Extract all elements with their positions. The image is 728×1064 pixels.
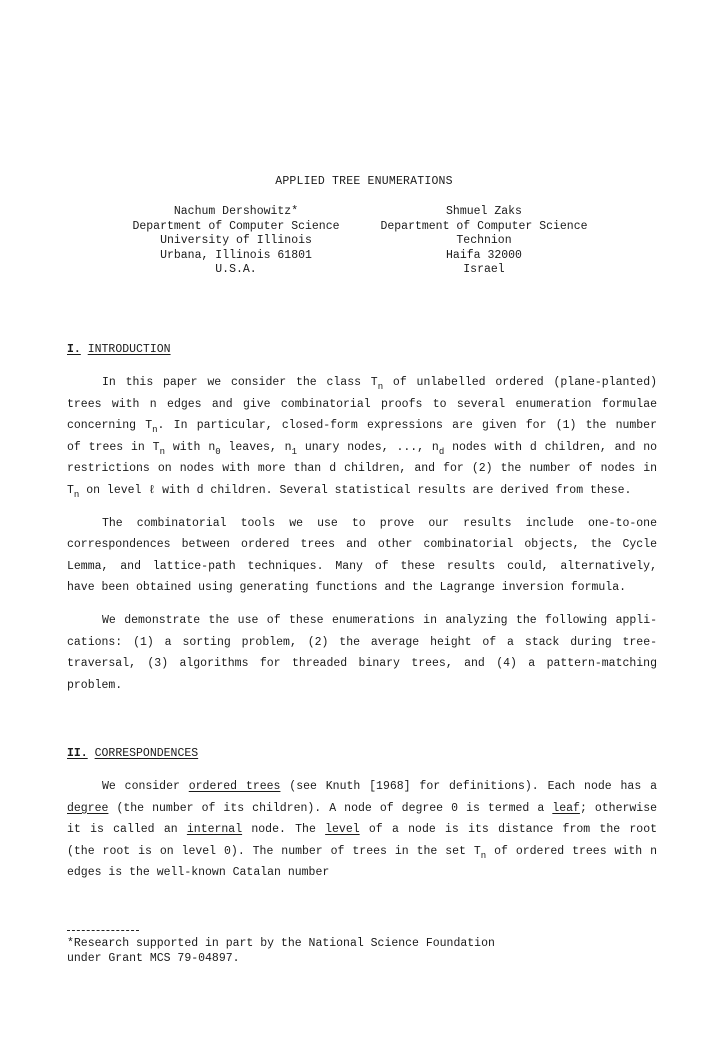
- author-name: Nachum Dershowitz*: [173, 205, 299, 218]
- author-institution: University of Illinois: [160, 234, 312, 248]
- footnote-rule: [67, 930, 139, 931]
- term-degree: degree: [67, 801, 109, 815]
- author-country: Israel: [463, 263, 505, 277]
- paragraph: [67, 372, 657, 502]
- text-line: trees with n edges and give combinatorial proofs to several enumeration formulae: [67, 397, 657, 411]
- text-line: degree (the number of its children). A node of degree 0 is termed a leaf; otherwise: [67, 801, 657, 815]
- text-line: correspondences between ordered trees and other combinatorial objects, the Cycle: [67, 538, 657, 552]
- paragraph: [67, 513, 657, 599]
- author-country: U.S.A.: [215, 263, 257, 277]
- text-line: $T_n$ on level ℓ with d children. Several statistical results are derived from these.: [67, 483, 632, 500]
- paragraph: [67, 776, 657, 884]
- text-line: In this paper we consider the class $T_n$ of unlabelled ordered (plane-planted): [102, 376, 658, 392]
- text-line: it is called an internal node. The level of a node is its distance from the root: [67, 823, 657, 837]
- section-number: II.: [67, 747, 88, 760]
- term-ordered-trees: ordered trees: [188, 780, 281, 793]
- text-line: restrictions on nodes with more than d children, and for (2) the number of nodes in: [67, 462, 657, 476]
- text-line: traversal, (3) algorithms for threaded binary trees, and (4) a pattern-matching: [67, 657, 657, 671]
- text-line: of trees in $T_n$ with $n_0$ leaves, $n_1$ unary nodes, ..., $n_d$ nodes with d children, and no: [67, 440, 658, 457]
- section-body-correspondences: [67, 776, 657, 895]
- author-department: Department of Computer Science: [132, 219, 340, 233]
- term-level: level: [325, 823, 360, 837]
- author-name: Shmuel Zaks: [446, 205, 522, 218]
- footnote: [67, 936, 495, 966]
- section-title: CORRESPONDENCES: [94, 747, 199, 760]
- author-city: Haifa 32000: [446, 248, 522, 262]
- author-block-2: [368, 205, 600, 278]
- text-line: We consider ordered trees (see Knuth [1968] for definitions). Each node has a: [102, 780, 657, 793]
- term-leaf: leaf: [552, 801, 580, 815]
- author-city: Urbana, Illinois 61801: [160, 248, 312, 262]
- text-line: concerning $T_n$. In particular, closed-form expressions are given for (1) the number: [67, 419, 657, 436]
- author-block-1: [120, 205, 352, 278]
- text-line: have been obtained using generating functions and the Lagrange inversion formula.: [67, 581, 626, 595]
- section-body-introduction: [67, 372, 657, 707]
- text-line: cations: (1) a sorting problem, (2) the average height of a stack during tree-: [67, 635, 657, 649]
- author-institution: Technion: [456, 234, 512, 248]
- paper-title: APPLIED TREE ENUMERATIONS: [275, 175, 453, 188]
- paragraph: [67, 610, 657, 696]
- section-number: I.: [67, 343, 81, 356]
- author-department: Department of Computer Science: [380, 219, 588, 233]
- text-line: We demonstrate the use of these enumerations in analyzing the following appli-: [102, 613, 657, 627]
- text-line: problem.: [67, 678, 123, 692]
- text-line: (the root is on level 0). The number of trees in the set $T_n$ of ordered trees with n: [67, 844, 657, 861]
- section-heading-correspondences: [67, 747, 198, 760]
- term-internal: internal: [186, 823, 243, 837]
- section-heading-introduction: [67, 343, 171, 356]
- footnote-line: *Research supported in part by the National Science Foundation: [67, 937, 495, 950]
- footnote-line: under Grant MCS 79-04897.: [67, 952, 240, 965]
- section-title: INTRODUCTION: [87, 343, 171, 356]
- text-line: The combinatorial tools we use to prove our results include one-to-one: [102, 516, 657, 530]
- text-line: Lemma, and lattice-path techniques. Many of these results could, alternatively,: [67, 559, 657, 573]
- text-line: edges is the well-known Catalan number: [67, 866, 330, 880]
